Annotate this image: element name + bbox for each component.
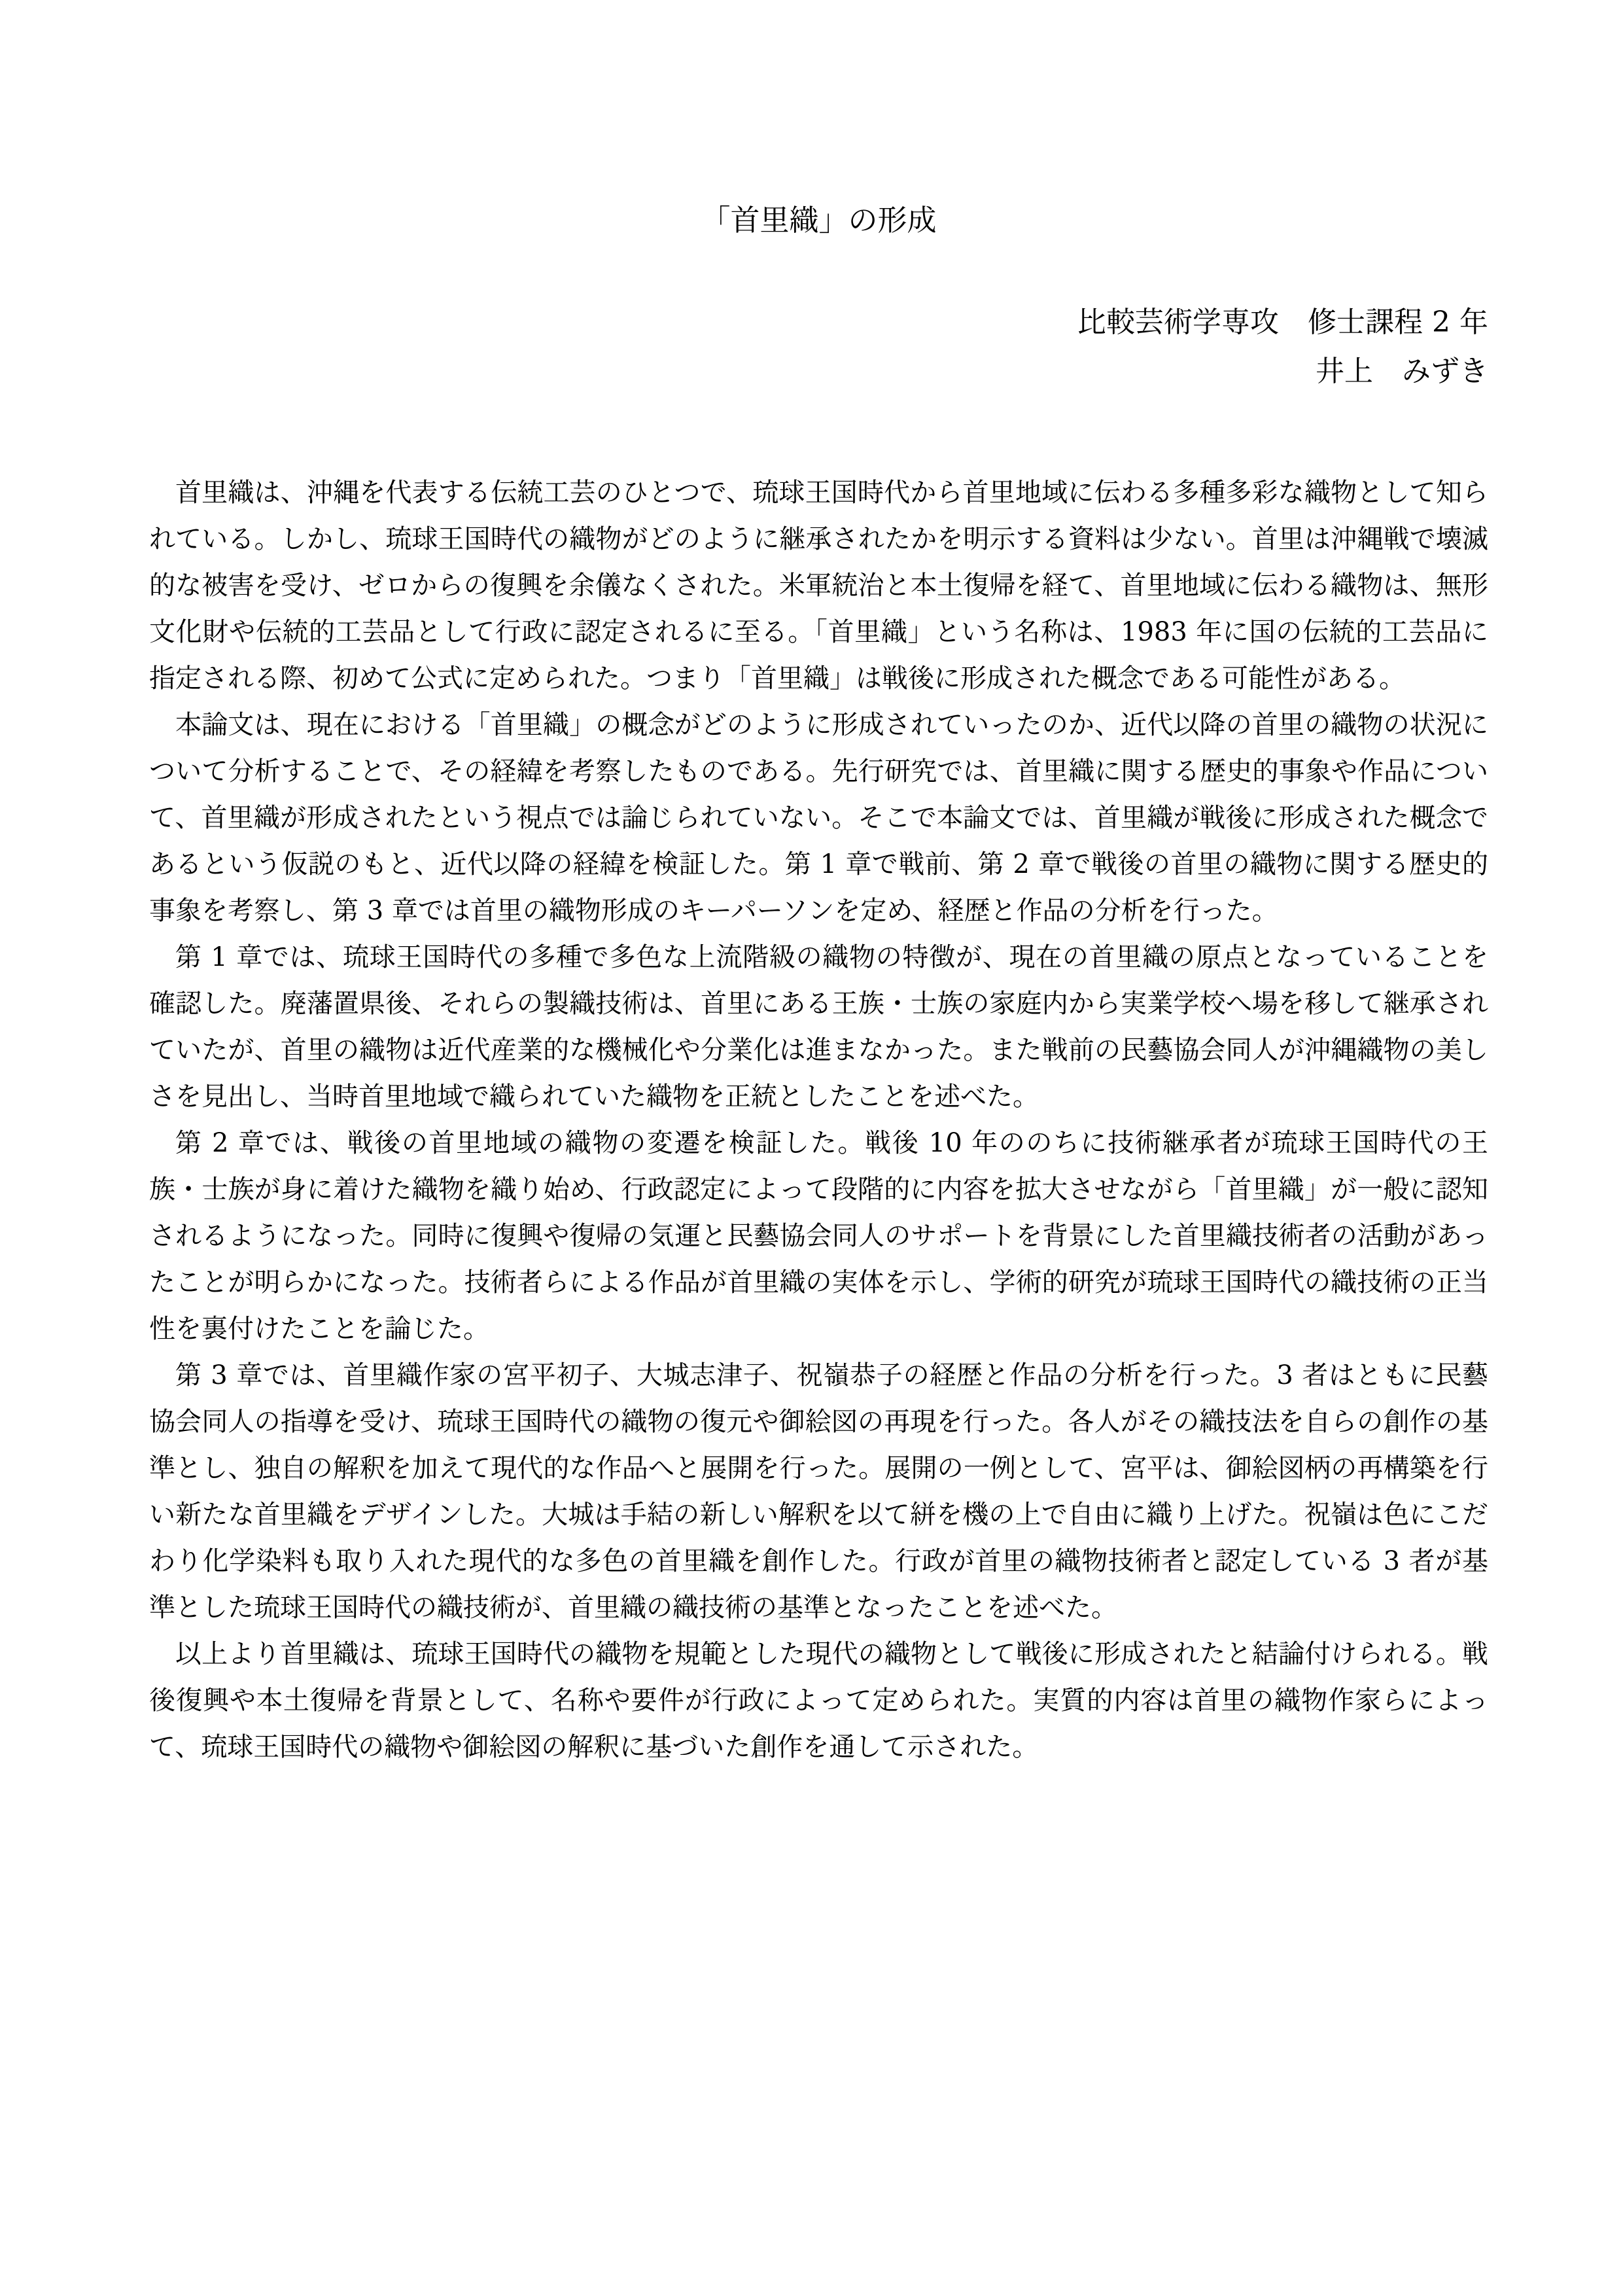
- abstract-body: [149, 470, 1488, 1771]
- author-name: 井上 みずき: [1316, 355, 1488, 388]
- author-affiliation: 比較芸術学専攻 修士課程 2 年: [1077, 306, 1488, 339]
- abstract-paragraph-4: 第 2 章では、戦後の首里地域の織物の変遷を検証した。戦後 10 年ののちに技術継承者が琉球王国時代の王族・士族が身に着けた織物を織り始め、行政認定によって段階的に内容を拡大させながら「首里織」が一般に認知されるようになった。同時に復興や復帰の気運と民藝協会同人のサポートを背景にした首里織技術者の活動があったことが明らかになった。技術者らによる作品が首里織の実体を示し、学術的研究が琉球王国時代の織技術の正当性を裏付けたことを論じた。: [149, 1128, 1488, 1344]
- abstract-paragraph-6: 以上より首里織は、琉球王国時代の織物を規範とした現代の織物として戦後に形成されたと結論付けられる。戦後復興や本土復帰を背景として、名称や要件が行政によって定められた。実質的内容は首里の織物作家らによって、琉球王国時代の織物や御絵図の解釈に基づいた創作を通して示された。: [149, 1639, 1488, 1762]
- byline: [149, 298, 1488, 396]
- abstract-paragraph-1: 首里織は、沖縄を代表する伝統工芸のひとつで、琉球王国時代から首里地域に伝わる多種多彩な織物として知られている。しかし、琉球王国時代の織物がどのように継承されたかを明示する資料は少ない。首里は沖縄戦で壊滅的な被害を受け、ゼロからの復興を余儀なくされた。米軍統治と本土復帰を経て、首里地域に伝わる織物は、無形文化財や伝統的工芸品として行政に認定されるに至る。「首里織」という名称は、1983 年に国の伝統的工芸品に指定される際、初めて公式に定められた。つまり「首里織」は戦後に形成された概念である可能性がある。: [149, 478, 1488, 694]
- page-title: 「首里織」の形成: [701, 203, 937, 238]
- abstract-paragraph-2: 本論文は、現在における「首里織」の概念がどのように形成されていったのか、近代以降の首里の織物の状況について分析することで、その経緯を考察したものである。先行研究では、首里織に関する歴史的事象や作品について、首里織が形成されたという視点では論じられていない。そこで本論文では、首里織が戦後に形成された概念であるという仮説のもと、近代以降の経緯を検証した。第 1 章で戦前、第 2 章で戦後の首里の織物に関する歴史的事象を考察し、第 3 章では首里の織物形成のキーパーソンを定め、経歴と作品の分析を行った。: [149, 710, 1488, 926]
- abstract-paragraph-3: 第 1 章では、琉球王国時代の多種で多色な上流階級の織物の特徴が、現在の首里織の原点となっていることを確認した。廃藩置県後、それらの製織技術は、首里にある王族・士族の家庭内から実業学校へ場を移して継承されていたが、首里の織物は近代産業的な機械化や分業化は進まなかった。また戦前の民藝協会同人が沖縄織物の美しさを見出し、当時首里地域で織られていた織物を正統としたことを述べた。: [149, 942, 1488, 1112]
- abstract-paragraph-5: 第 3 章では、首里織作家の宮平初子、大城志津子、祝嶺恭子の経歴と作品の分析を行った。3 者はともに民藝協会同人の指導を受け、琉球王国時代の織物の復元や御絵図の再現を行った。各人がその織技法を自らの創作の基準とし、独自の解釈を加えて現代的な作品へと展開を行った。展開の一例として、宮平は、御絵図柄の再構築を行い新たな首里織をデザインした。大城は手結の新しい解釈を以て絣を機の上で自由に織り上げた。祝嶺は色にこだわり化学染料も取り入れた現代的な多色の首里織を創作した。行政が首里の織物技術者と認定している 3 者が基準とした琉球王国時代の織技術が、首里織の織技術の基準となったことを述べた。: [149, 1360, 1488, 1623]
